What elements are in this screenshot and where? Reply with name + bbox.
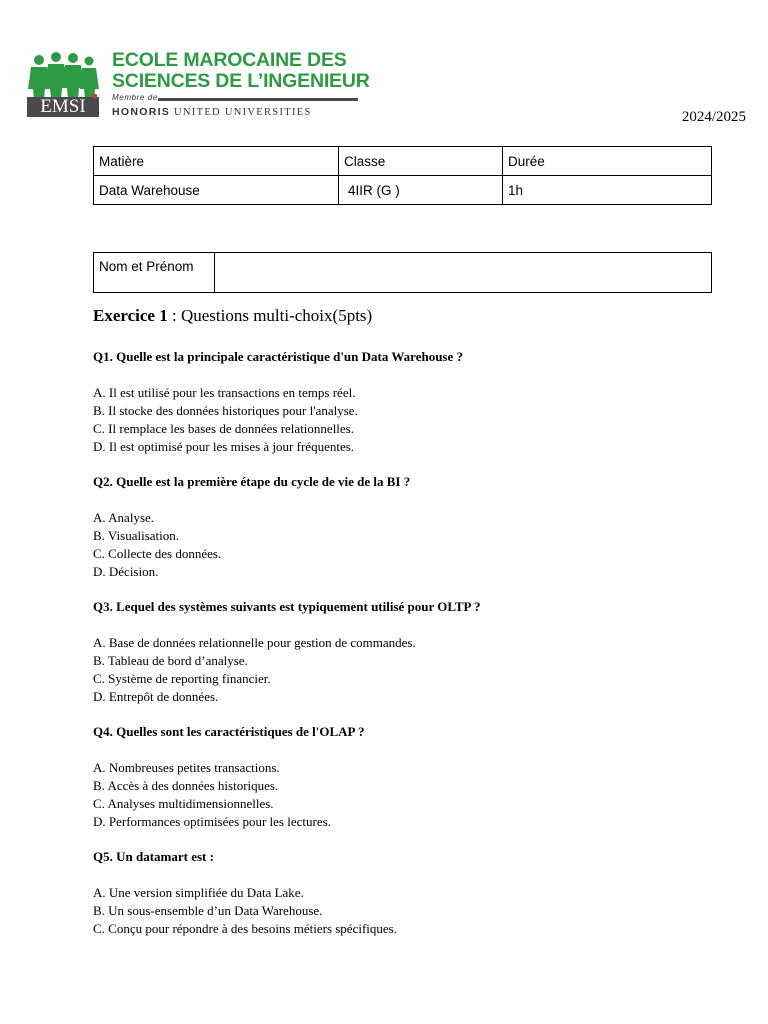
header-matiere: Matière	[94, 147, 339, 176]
option: D. Performances optimisées pour les lectures.	[93, 814, 331, 829]
table-row	[94, 176, 712, 205]
option: A. Analyse.	[93, 510, 155, 525]
question-5	[93, 848, 733, 938]
value-classe: 4IIR (G )	[339, 176, 503, 205]
option: B. Accès à des données historiques.	[93, 778, 279, 793]
question-3	[93, 598, 733, 706]
name-field[interactable]	[215, 253, 712, 293]
option: B. Tableau de bord d’analyse.	[93, 653, 248, 668]
membre-de: Membre de	[112, 93, 158, 102]
question-text: Q2. Quelle est la première étape du cycle de vie de la BI ?	[93, 474, 411, 489]
option: A. Il est utilisé pour les transactions en temps réel.	[93, 385, 356, 400]
option: D. Entrepôt de données.	[93, 689, 219, 704]
header-duree: Durée	[503, 147, 712, 176]
option: D. Il est optimisé pour les mises à jour fréquentes.	[93, 439, 355, 454]
divider	[158, 98, 358, 101]
question-4	[93, 723, 733, 831]
option: C. Collecte des données.	[93, 546, 222, 561]
option: C. Analyses multidimensionnelles.	[93, 796, 274, 811]
option: C. Conçu pour répondre à des besoins métiers spécifiques.	[93, 921, 397, 936]
question-2	[93, 473, 733, 581]
option: B. Un sous-ensemble d’un Data Warehouse.	[93, 903, 323, 918]
emsi-logo	[26, 49, 370, 120]
option: C. Système de reporting financier.	[93, 671, 271, 686]
question-text: Q5. Un datamart est :	[93, 849, 214, 864]
option: A. Base de données relationnelle pour gestion de commandes.	[93, 635, 416, 650]
table-row	[94, 147, 712, 176]
name-table	[93, 252, 712, 293]
logo-abbrev: EMSI	[40, 96, 86, 117]
table-row	[94, 253, 712, 293]
value-duree: 1h	[503, 176, 712, 205]
option: B. Il stocke des données historiques pour l'analyse.	[93, 403, 358, 418]
exercise-title: Exercice 1 : Questions multi-choix(5pts)	[93, 306, 373, 325]
school-name-line2: SCIENCES DE L’INGENIEUR	[112, 70, 370, 92]
question-text: Q1. Quelle est la principale caractéristique d'un Data Warehouse ?	[93, 349, 464, 364]
option: C. Il remplace les bases de données relationnelles.	[93, 421, 354, 436]
name-label: Nom et Prénom	[94, 253, 215, 293]
info-table	[93, 146, 712, 205]
header-classe: Classe	[339, 147, 503, 176]
honoris-label: HONORIS UNITED UNIVERSITIES	[112, 106, 312, 118]
option: A. Une version simplifiée du Data Lake.	[93, 885, 304, 900]
academic-year: 2024/2025	[681, 109, 746, 125]
value-matiere: Data Warehouse	[94, 176, 339, 205]
option: B. Visualisation.	[93, 528, 180, 543]
questions-list	[93, 348, 733, 955]
question-text: Q4. Quelles sont les caractéristiques de l'OLAP ?	[93, 724, 365, 739]
school-name-line1: ECOLE MAROCAINE DES	[112, 49, 347, 71]
question-1	[93, 348, 733, 456]
question-text: Q3. Lequel des systèmes suivants est typiquement utilisé pour OLTP ?	[93, 599, 481, 614]
option: D. Décision.	[93, 564, 159, 579]
option: A. Nombreuses petites transactions.	[93, 760, 280, 775]
